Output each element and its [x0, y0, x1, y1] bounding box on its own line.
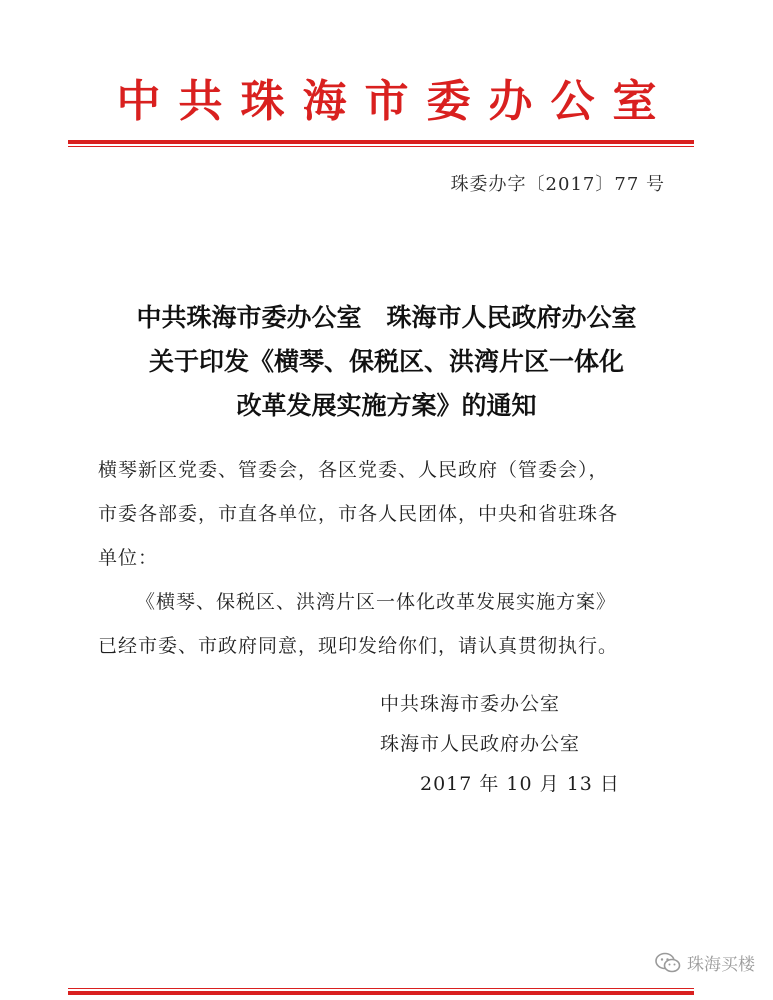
footer-rule-thick: [68, 991, 694, 995]
title-line-2: 关于印发《横琴、保税区、洪湾片区一体化: [148, 347, 624, 376]
signature-org-1: 中共珠海市委办公室: [380, 693, 561, 715]
wechat-icon: [655, 952, 681, 974]
body-line-4: 《横琴、保税区、洪湾片区一体化改革发展实施方案》: [136, 591, 617, 613]
masthead-rule-thick: [68, 140, 694, 144]
watermark-label: 珠海买楼: [687, 955, 755, 975]
document-body: [98, 448, 678, 668]
signature-date: 2017 年 10 月 13 日: [420, 773, 620, 795]
body-line-2: 市委各部委，市直各单位，市各人民团体，中央和省驻珠各: [98, 503, 619, 525]
document-title: [0, 296, 773, 428]
title-line-3: 改革发展实施方案》的通知: [236, 391, 537, 420]
body-line-1: 横琴新区党委、管委会，各区党委、人民政府（管委会），: [98, 459, 609, 481]
body-line-3: 单位：: [98, 547, 159, 569]
signature-block: [380, 684, 620, 804]
body-line-5: 已经市委、市政府同意，现印发给你们，请认真贯彻执行。: [98, 635, 619, 657]
footer-rule-thin: [68, 988, 694, 989]
document-number: 珠委办字〔2017〕77 号: [450, 174, 665, 195]
masthead-title: 中共珠海市委办公室: [116, 76, 675, 127]
wechat-watermark: [655, 950, 755, 975]
signature-org-2: 珠海市人民政府办公室: [380, 733, 581, 755]
masthead-rule-thin: [68, 146, 694, 147]
title-line-1: 中共珠海市委办公室 珠海市人民政府办公室: [136, 303, 637, 332]
